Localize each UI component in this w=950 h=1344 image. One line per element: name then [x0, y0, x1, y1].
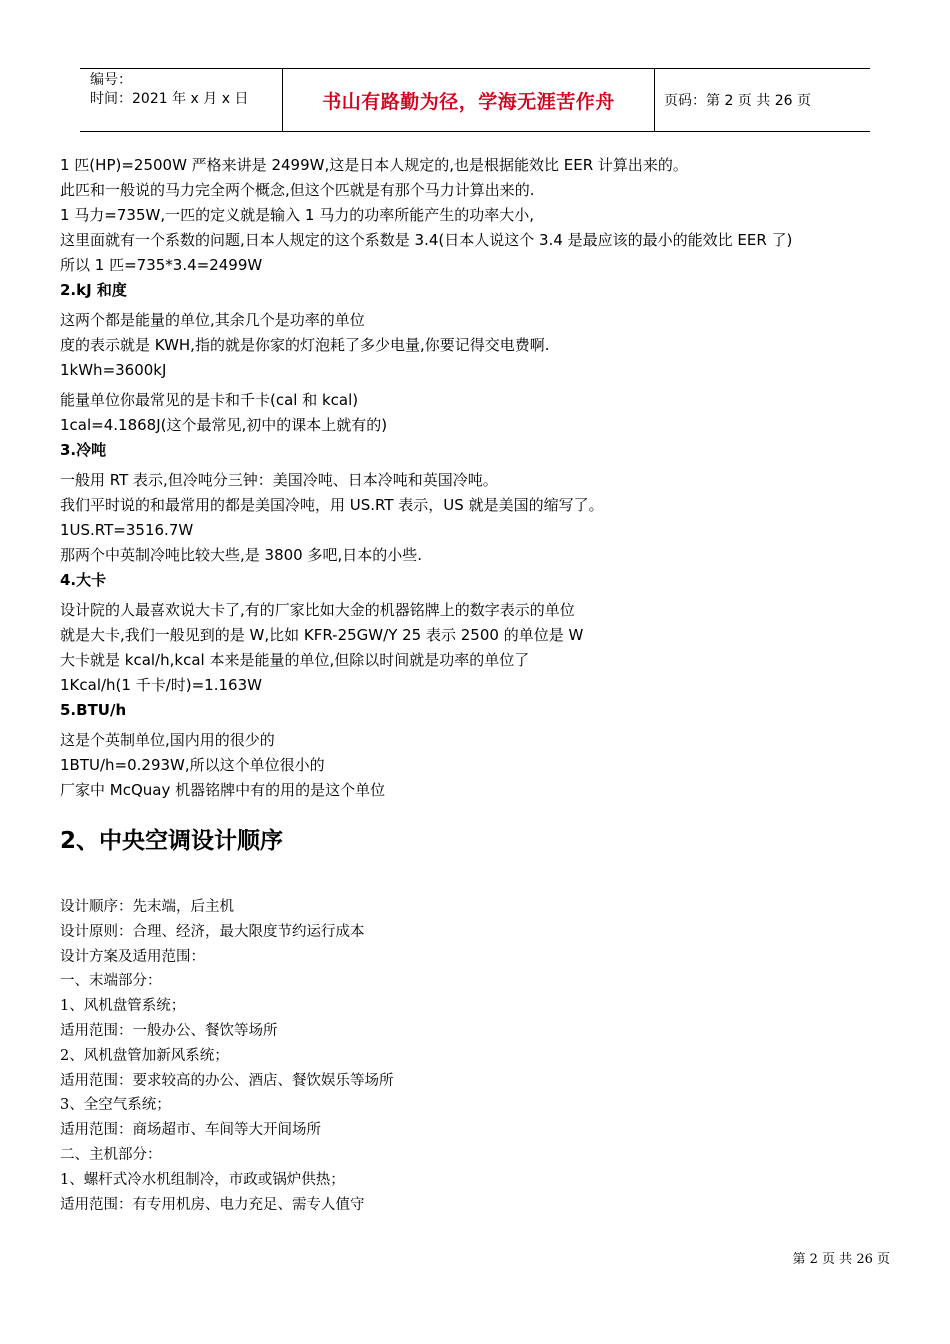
paragraph-line: 就是大卡,我们一般见到的是 W,比如 KFR-25GW/Y 25 表示 2500 的单位是 W: [60, 626, 584, 644]
subheading-kcal: 4.大卡: [60, 571, 107, 589]
subheading-btu: 5.BTU/h: [60, 701, 127, 719]
paragraph-line: 我们平时说的和最常用的都是美国冷吨，用 US.RT 表示，US 就是美国的缩写了。: [60, 496, 604, 514]
subheading-refrigeration-ton: 3.冷吨: [60, 441, 107, 459]
section-line: 1、风机盘管系统；: [60, 998, 186, 1015]
document-date: 时间：2021 年 x 月 x 日: [90, 91, 249, 107]
paragraph-line: 所以 1 匹=735*3.4=2499W: [60, 256, 263, 274]
paragraph-line: 1Kcal/h(1 千卡/时)=1.163W: [60, 676, 262, 694]
header-meta: [80, 69, 282, 131]
header-page-info: 页码：第 2 页 共 26 页: [664, 93, 811, 109]
section-line: 设计原则：合理、经济，最大限度节约运行成本: [60, 923, 365, 940]
document-body: [60, 153, 890, 1217]
paragraph-line: 那两个中英制冷吨比较大些,是 3800 多吧,日本的小些.: [60, 546, 423, 564]
paragraph-line: 大卡就是 kcal/h,kcal 本来是能量的单位,但除以时间就是功率的单位了: [60, 651, 530, 669]
paragraph-line: 1 匹(HP)=2500W 严格来讲是 2499W,这是日本人规定的,也是根据能效比 EER 计算出来的。: [60, 156, 688, 174]
paragraph-line: 能量单位你最常见的是卡和千卡(cal 和 kcal): [60, 391, 359, 409]
paragraph-line: 1 马力=735W,一匹的定义就是输入 1 马力的功率所能产生的功率大小,: [60, 206, 534, 224]
section-line: 二、主机部分：: [60, 1146, 162, 1163]
paragraph-line: 1kWh=3600kJ: [60, 361, 167, 379]
paragraph-line: 度的表示就是 KWH,指的就是你家的灯泡耗了多少电量,你要记得交电费啊.: [60, 336, 550, 354]
header-motto: 书山有路勤为径，学海无涯苦作舟: [282, 69, 655, 131]
section-line: 适用范围：商场超市、车间等大开间场所: [60, 1122, 321, 1139]
paragraph-line: 1cal=4.1868J(这个最常见,初中的课本上就有的): [60, 416, 388, 434]
section-line: 适用范围：有专用机房、电力充足、需专人值守: [60, 1196, 365, 1213]
paragraph-line: 这是个英制单位,国内用的很少的: [60, 731, 275, 749]
paragraph-line: 这里面就有一个系数的问题,日本人规定的这个系数是 3.4(日本人说这个 3.4 是最应该的最小的能效比 EER 了): [60, 231, 793, 249]
paragraph-line: 设计院的人最喜欢说大卡了,有的厂家比如大金的机器铭牌上的数字表示的单位: [60, 601, 575, 619]
paragraph-line: 此匹和一般说的马力完全两个概念,但这个匹就是有那个马力计算出来的.: [60, 181, 535, 199]
section-line: 适用范围：一般办公、餐饮等场所: [60, 1022, 278, 1039]
section-line: 2、风机盘管加新风系统；: [60, 1047, 229, 1064]
section-line: 设计顺序：先末端，后主机: [60, 899, 234, 915]
section-line: 3、全空气系统；: [60, 1097, 171, 1114]
section-line: 设计方案及适用范围：: [60, 948, 205, 965]
page-footer: 第 2 页 共 26 页: [792, 1252, 890, 1267]
document-number-label: 编号：: [90, 72, 132, 88]
paragraph-line: 这两个都是能量的单位,其余几个是功率的单位: [60, 311, 365, 329]
paragraph-line: 1BTU/h=0.293W,所以这个单位很小的: [60, 756, 325, 774]
page-header: [80, 68, 870, 132]
section-line: 1、螺杆式冷水机组制冷，市政或锅炉供热；: [60, 1171, 345, 1188]
paragraph-line: 一般用 RT 表示,但冷吨分三钟：美国冷吨、日本冷吨和英国冷吨。: [60, 471, 498, 489]
section-line: 适用范围：要求较高的办公、酒店、餐饮娱乐等场所: [60, 1072, 394, 1089]
paragraph-line: 厂家中 McQuay 机器铭牌中有的用的是这个单位: [60, 781, 386, 799]
subheading-kj: 2.kJ 和度: [60, 281, 127, 299]
section-line: 一、末端部分：: [60, 973, 162, 990]
section-title: 2、中央空调设计顺序: [60, 828, 284, 854]
paragraph-line: 1US.RT=3516.7W: [60, 521, 194, 539]
